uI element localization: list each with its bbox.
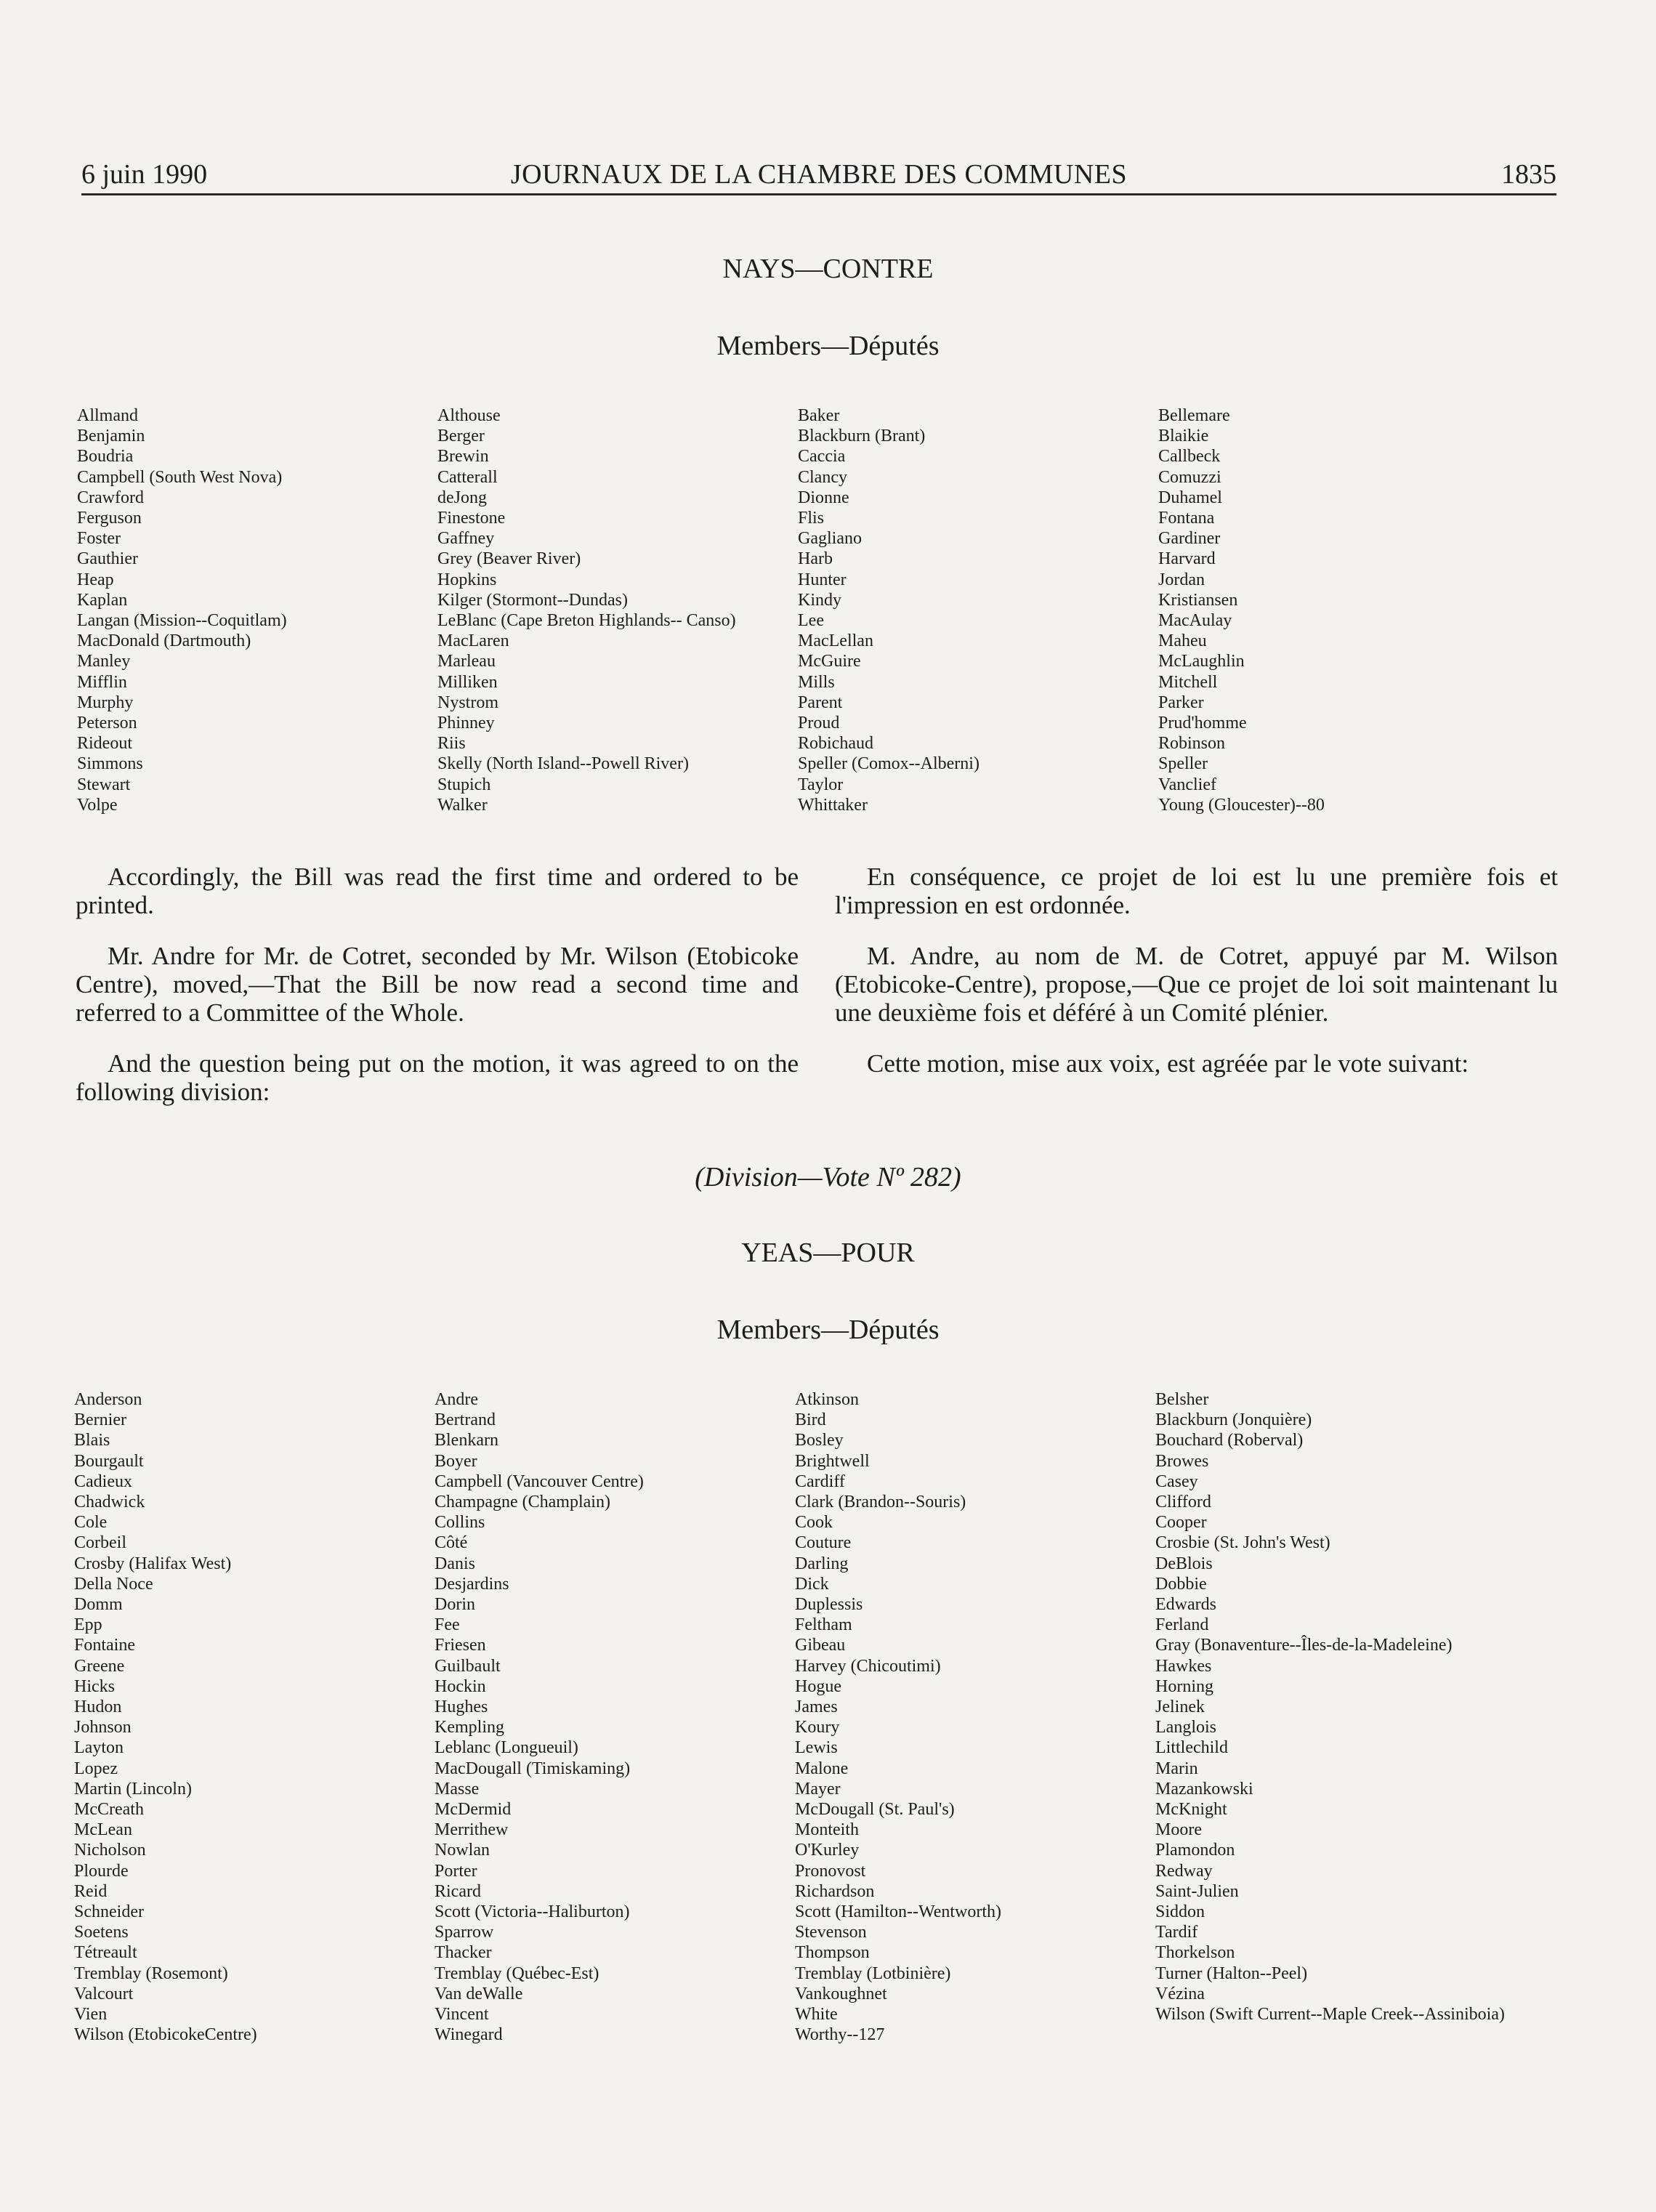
yeas-member-list <box>74 1389 1556 2046</box>
member-name: Duplessis <box>795 1595 863 1615</box>
member-name: Reid <box>74 1881 108 1901</box>
member-name: McGuire <box>798 652 861 671</box>
member-name: Valcourt <box>74 1984 134 2003</box>
member-name: Worthy--127 <box>795 2025 885 2045</box>
member-name: Harvey (Chicoutimi) <box>795 1656 941 1676</box>
member-name: Skelly (North Island--Powell River) <box>437 754 689 774</box>
member-name: Murphy <box>77 693 134 712</box>
member-name: Siddon <box>1155 1902 1205 1922</box>
member-name: Campbell (South West Nova) <box>77 467 283 487</box>
member-name: Berger <box>437 427 485 446</box>
member-name: Bird <box>795 1410 826 1430</box>
member-name: Stupich <box>437 775 491 794</box>
member-name: Crosbie (St. John's West) <box>1155 1533 1330 1553</box>
french-paragraph: Cette motion, mise aux voix, est agréée par le vote suivant: <box>867 1049 1469 1078</box>
member-name: Darling <box>795 1554 849 1573</box>
member-name: Kempling <box>435 1718 504 1737</box>
member-name: Tardif <box>1155 1923 1198 1942</box>
member-name: Scott (Victoria--Haliburton) <box>435 1902 630 1922</box>
member-name: Porter <box>435 1861 477 1881</box>
member-name: Plourde <box>74 1861 129 1881</box>
member-name: Tremblay (Rosemont) <box>74 1963 228 1983</box>
member-name: Harb <box>798 549 833 569</box>
member-name: Peterson <box>77 714 137 733</box>
member-name: Lee <box>798 611 824 631</box>
member-name: Fee <box>435 1615 460 1635</box>
member-name: Monteith <box>795 1820 859 1840</box>
member-name: Proud <box>798 714 840 733</box>
member-name: Friesen <box>435 1636 486 1655</box>
member-name: Kindy <box>798 590 841 610</box>
member-name: Thorkelson <box>1155 1943 1235 1963</box>
french-paragraph: En conséquence, ce projet de loi est lu une première fois et l'impression en est ordonnée. <box>835 863 1558 919</box>
member-name: Nowlan <box>435 1841 490 1860</box>
member-name: Hunter <box>798 570 847 589</box>
english-column <box>76 863 799 1129</box>
yeas-column-2 <box>435 1389 795 2046</box>
member-name: Boyer <box>435 1451 477 1471</box>
member-name: Benjamin <box>77 427 145 446</box>
member-name: Hicks <box>74 1676 115 1696</box>
member-name: Koury <box>795 1718 840 1737</box>
member-name: Cardiff <box>795 1472 845 1491</box>
member-name: Andre <box>435 1390 478 1409</box>
member-name: Casey <box>1155 1472 1198 1491</box>
member-name: Littlechild <box>1155 1738 1228 1758</box>
member-name: Jordan <box>1158 570 1205 589</box>
member-name: McKnight <box>1155 1800 1227 1820</box>
member-name: Catterall <box>437 467 498 487</box>
english-paragraph: Mr. Andre for Mr. de Cotret, seconded by Mr. Wilson (Etobicoke Centre), moved,—That the Bill be now read a second time and referred to a Committee of the Whole. <box>76 942 799 1027</box>
yeas-column-1 <box>74 1389 435 2046</box>
yeas-column-3 <box>795 1389 1155 2046</box>
member-name: Richardson <box>795 1881 875 1901</box>
member-name: Callbeck <box>1158 447 1221 467</box>
member-name: Kilger (Stormont--Dundas) <box>437 590 628 610</box>
member-name: MacAulay <box>1158 611 1232 631</box>
member-name: Bellemare <box>1158 406 1230 425</box>
member-name: Whittaker <box>798 795 868 815</box>
member-name: Masse <box>435 1779 480 1799</box>
nays-column-3 <box>798 405 1158 815</box>
member-name: MacDonald (Dartmouth) <box>77 631 251 651</box>
member-name: Mills <box>798 672 835 692</box>
member-name: Clancy <box>798 467 847 487</box>
member-name: McCreath <box>74 1800 144 1820</box>
nays-column-2 <box>437 405 798 815</box>
nays-member-list <box>77 405 1559 815</box>
member-name: Turner (Halton--Peel) <box>1155 1963 1308 1983</box>
member-name: Foster <box>77 529 121 549</box>
member-name: Taylor <box>798 775 844 794</box>
member-name: Cook <box>795 1513 833 1533</box>
motion-text <box>76 863 1558 1129</box>
member-name: Bouchard (Roberval) <box>1155 1431 1304 1450</box>
member-name: Grey (Beaver River) <box>437 549 581 569</box>
member-name: Clifford <box>1155 1493 1211 1512</box>
member-name: Mifflin <box>77 672 127 692</box>
member-name: Dick <box>795 1574 829 1594</box>
member-name: Vézina <box>1155 1984 1205 2003</box>
member-name: Dorin <box>435 1595 475 1615</box>
yeas-column-4 <box>1155 1389 1516 2046</box>
yeas-subheading: Members—Députés <box>716 1315 940 1345</box>
member-name: Ferland <box>1155 1615 1209 1635</box>
member-name: Langlois <box>1155 1718 1216 1737</box>
member-name: Wilson (EtobicokeCentre) <box>74 2025 257 2045</box>
member-name: Champagne (Champlain) <box>435 1493 610 1512</box>
member-name: Vanclief <box>1158 775 1216 794</box>
member-name: MacLellan <box>798 631 873 651</box>
member-name: Collins <box>435 1513 485 1533</box>
english-paragraph: And the question being put on the motion, it was agreed to on the following division: <box>76 1049 799 1106</box>
member-name: Fontaine <box>74 1636 135 1655</box>
member-name: Stewart <box>77 775 131 794</box>
member-name: Bernier <box>74 1410 126 1430</box>
member-name: Greene <box>74 1656 125 1676</box>
member-name: Vankoughnet <box>795 1984 887 2003</box>
member-name: Heap <box>77 570 114 589</box>
member-name: Kaplan <box>77 590 128 610</box>
member-name: Hughes <box>435 1698 488 1717</box>
member-name: Stevenson <box>795 1923 867 1942</box>
member-name: Crosby (Halifax West) <box>74 1554 232 1573</box>
member-name: Duhamel <box>1158 488 1222 507</box>
member-name: Tremblay (Lotbinière) <box>795 1963 951 1983</box>
member-name: Soetens <box>74 1923 129 1942</box>
member-name: Harvard <box>1158 549 1216 569</box>
member-name: Scott (Hamilton--Wentworth) <box>795 1902 1002 1922</box>
english-paragraph: Accordingly, the Bill was read the first time and ordered to be printed. <box>76 863 799 919</box>
member-name: Mitchell <box>1158 672 1218 692</box>
member-name: Couture <box>795 1533 852 1553</box>
member-name: Phinney <box>437 714 495 733</box>
member-name: Martin (Lincoln) <box>74 1779 192 1799</box>
member-name: Epp <box>74 1615 102 1635</box>
member-name: Lopez <box>74 1759 118 1778</box>
member-name: Pronovost <box>795 1861 866 1881</box>
member-name: Côté <box>435 1533 468 1553</box>
member-name: McLaughlin <box>1158 652 1245 671</box>
member-name: McDermid <box>435 1800 512 1820</box>
member-name: Allmand <box>77 406 138 425</box>
member-name: Marin <box>1155 1759 1198 1778</box>
member-name: Manley <box>77 652 131 671</box>
page-number: 1835 <box>1501 159 1556 190</box>
member-name: Parker <box>1158 693 1204 712</box>
member-name: Belsher <box>1155 1390 1209 1409</box>
member-name: Baker <box>798 406 840 425</box>
member-name: Tétreault <box>74 1943 137 1963</box>
member-name: Gardiner <box>1158 529 1221 549</box>
member-name: Wilson (Swift Current--Maple Creek--Assiniboia) <box>1155 2005 1505 2025</box>
member-name: Riis <box>437 734 466 754</box>
member-name: Fontana <box>1158 509 1215 528</box>
member-name: Langan (Mission--Coquitlam) <box>77 611 287 631</box>
member-name: Domm <box>74 1595 123 1615</box>
member-name: Moore <box>1155 1820 1202 1840</box>
member-name: Hawkes <box>1155 1656 1212 1676</box>
member-name: LeBlanc (Cape Breton Highlands-- Canso) <box>437 611 736 631</box>
member-name: Bertrand <box>435 1410 496 1430</box>
member-name: Milliken <box>437 672 498 692</box>
nays-column-1 <box>77 405 437 815</box>
member-name: Blackburn (Jonquière) <box>1155 1410 1312 1430</box>
member-name: Simmons <box>77 754 143 774</box>
member-name: Ferguson <box>77 509 142 528</box>
member-name: Kristiansen <box>1158 590 1238 610</box>
member-name: Plamondon <box>1155 1841 1235 1860</box>
member-name: Boudria <box>77 447 134 467</box>
member-name: Guilbault <box>435 1656 501 1676</box>
member-name: Volpe <box>77 795 118 815</box>
member-name: Cooper <box>1155 1513 1207 1533</box>
member-name: Gray (Bonaventure--Îles-de-la-Madeleine) <box>1155 1636 1453 1655</box>
member-name: Hogue <box>795 1676 841 1696</box>
member-name: Maheu <box>1158 631 1207 651</box>
member-name: Blenkarn <box>435 1431 498 1450</box>
member-name: Hudon <box>74 1698 122 1717</box>
member-name: Brightwell <box>795 1451 870 1471</box>
member-name: Johnson <box>74 1718 132 1737</box>
member-name: Tremblay (Québec-Est) <box>435 1963 599 1983</box>
member-name: Merrithew <box>435 1820 509 1840</box>
division-vote-number: (Division—Vote Nº 282) <box>695 1162 961 1192</box>
member-name: Chadwick <box>74 1493 145 1512</box>
member-name: Cole <box>74 1513 108 1533</box>
nays-subheading: Members—Députés <box>716 331 940 361</box>
member-name: Gagliano <box>798 529 862 549</box>
member-name: Gaffney <box>437 529 495 549</box>
member-name: Leblanc (Longueuil) <box>435 1738 578 1758</box>
member-name: Atkinson <box>795 1390 860 1409</box>
member-name: Prud'homme <box>1158 714 1247 733</box>
header-date: 6 juin 1990 <box>81 159 208 190</box>
member-name: Dionne <box>798 488 849 507</box>
member-name: Clark (Brandon--Souris) <box>795 1493 966 1512</box>
member-name: Nicholson <box>74 1841 146 1860</box>
member-name: DeBlois <box>1155 1554 1213 1573</box>
member-name: Bosley <box>795 1431 844 1450</box>
french-column <box>835 863 1558 1129</box>
member-name: Dobbie <box>1155 1574 1207 1594</box>
member-name: Comuzzi <box>1158 467 1221 487</box>
member-name: deJong <box>437 488 487 507</box>
member-name: Danis <box>435 1554 475 1573</box>
member-name: Desjardins <box>435 1574 509 1594</box>
member-name: Blaikie <box>1158 427 1209 446</box>
member-name: Schneider <box>74 1902 144 1922</box>
member-name: Jelinek <box>1155 1698 1205 1717</box>
member-name: Blais <box>74 1431 110 1450</box>
member-name: MacLaren <box>437 631 509 651</box>
member-name: Robichaud <box>798 734 873 754</box>
member-name: Hopkins <box>437 570 497 589</box>
french-paragraph: M. Andre, au nom de M. de Cotret, appuyé par M. Wilson (Etobicoke-Centre), propose,—Que ce projet de loi soit maintenant lu une deuxième fois et déféré à un Comité plénier. <box>835 942 1558 1027</box>
member-name: Robinson <box>1158 734 1226 754</box>
member-name: Cadieux <box>74 1472 132 1491</box>
member-name: Malone <box>795 1759 849 1778</box>
member-name: Bourgault <box>74 1451 144 1471</box>
member-name: Ricard <box>435 1881 481 1901</box>
member-name: Hockin <box>435 1676 486 1696</box>
member-name: Saint-Julien <box>1155 1881 1239 1901</box>
member-name: Vien <box>74 2005 108 2025</box>
member-name: Horning <box>1155 1676 1213 1696</box>
member-name: Crawford <box>77 488 144 507</box>
member-name: Gauthier <box>77 549 138 569</box>
member-name: Althouse <box>437 406 501 425</box>
member-name: Walker <box>437 795 488 815</box>
member-name: James <box>795 1698 838 1717</box>
member-name: Lewis <box>795 1738 838 1758</box>
member-name: Sparrow <box>435 1923 494 1942</box>
member-name: Flis <box>798 509 825 528</box>
member-name: Finestone <box>437 509 506 528</box>
member-name: Speller <box>1158 754 1208 774</box>
member-name: Caccia <box>798 447 846 467</box>
member-name: McLean <box>74 1820 132 1840</box>
member-name: Vincent <box>435 2005 489 2025</box>
member-name: Mazankowski <box>1155 1779 1253 1799</box>
nays-column-4 <box>1158 405 1519 815</box>
member-name: Rideout <box>77 734 132 754</box>
member-name: Layton <box>74 1738 124 1758</box>
member-name: Thacker <box>435 1943 492 1963</box>
member-name: Edwards <box>1155 1595 1216 1615</box>
member-name: Corbeil <box>74 1533 126 1553</box>
header-title: JOURNAUX DE LA CHAMBRE DES COMMUNES <box>510 159 1128 190</box>
member-name: White <box>795 2005 838 2025</box>
member-name: Parent <box>798 693 843 712</box>
member-name: Thompson <box>795 1943 870 1963</box>
member-name: Anderson <box>74 1390 142 1409</box>
yeas-heading: YEAS—POUR <box>741 1238 915 1268</box>
member-name: Van deWalle <box>435 1984 523 2003</box>
member-name: Speller (Comox--Alberni) <box>798 754 980 774</box>
member-name: Campbell (Vancouver Centre) <box>435 1472 644 1491</box>
nays-heading: NAYS—CONTRE <box>722 254 934 284</box>
member-name: Young (Gloucester)--80 <box>1158 795 1325 815</box>
member-name: Della Noce <box>74 1574 153 1594</box>
member-name: MacDougall (Timiskaming) <box>435 1759 631 1778</box>
member-name: Redway <box>1155 1861 1213 1881</box>
member-name: Feltham <box>795 1615 852 1635</box>
member-name: Blackburn (Brant) <box>798 427 926 446</box>
member-name: Browes <box>1155 1451 1209 1471</box>
member-name: O'Kurley <box>795 1841 860 1860</box>
member-name: McDougall (St. Paul's) <box>795 1800 955 1820</box>
member-name: Marleau <box>437 652 496 671</box>
member-name: Mayer <box>795 1779 841 1799</box>
member-name: Winegard <box>435 2025 503 2045</box>
member-name: Nystrom <box>437 693 498 712</box>
page-header <box>81 156 1556 195</box>
member-name: Gibeau <box>795 1636 846 1655</box>
member-name: Brewin <box>437 447 489 467</box>
